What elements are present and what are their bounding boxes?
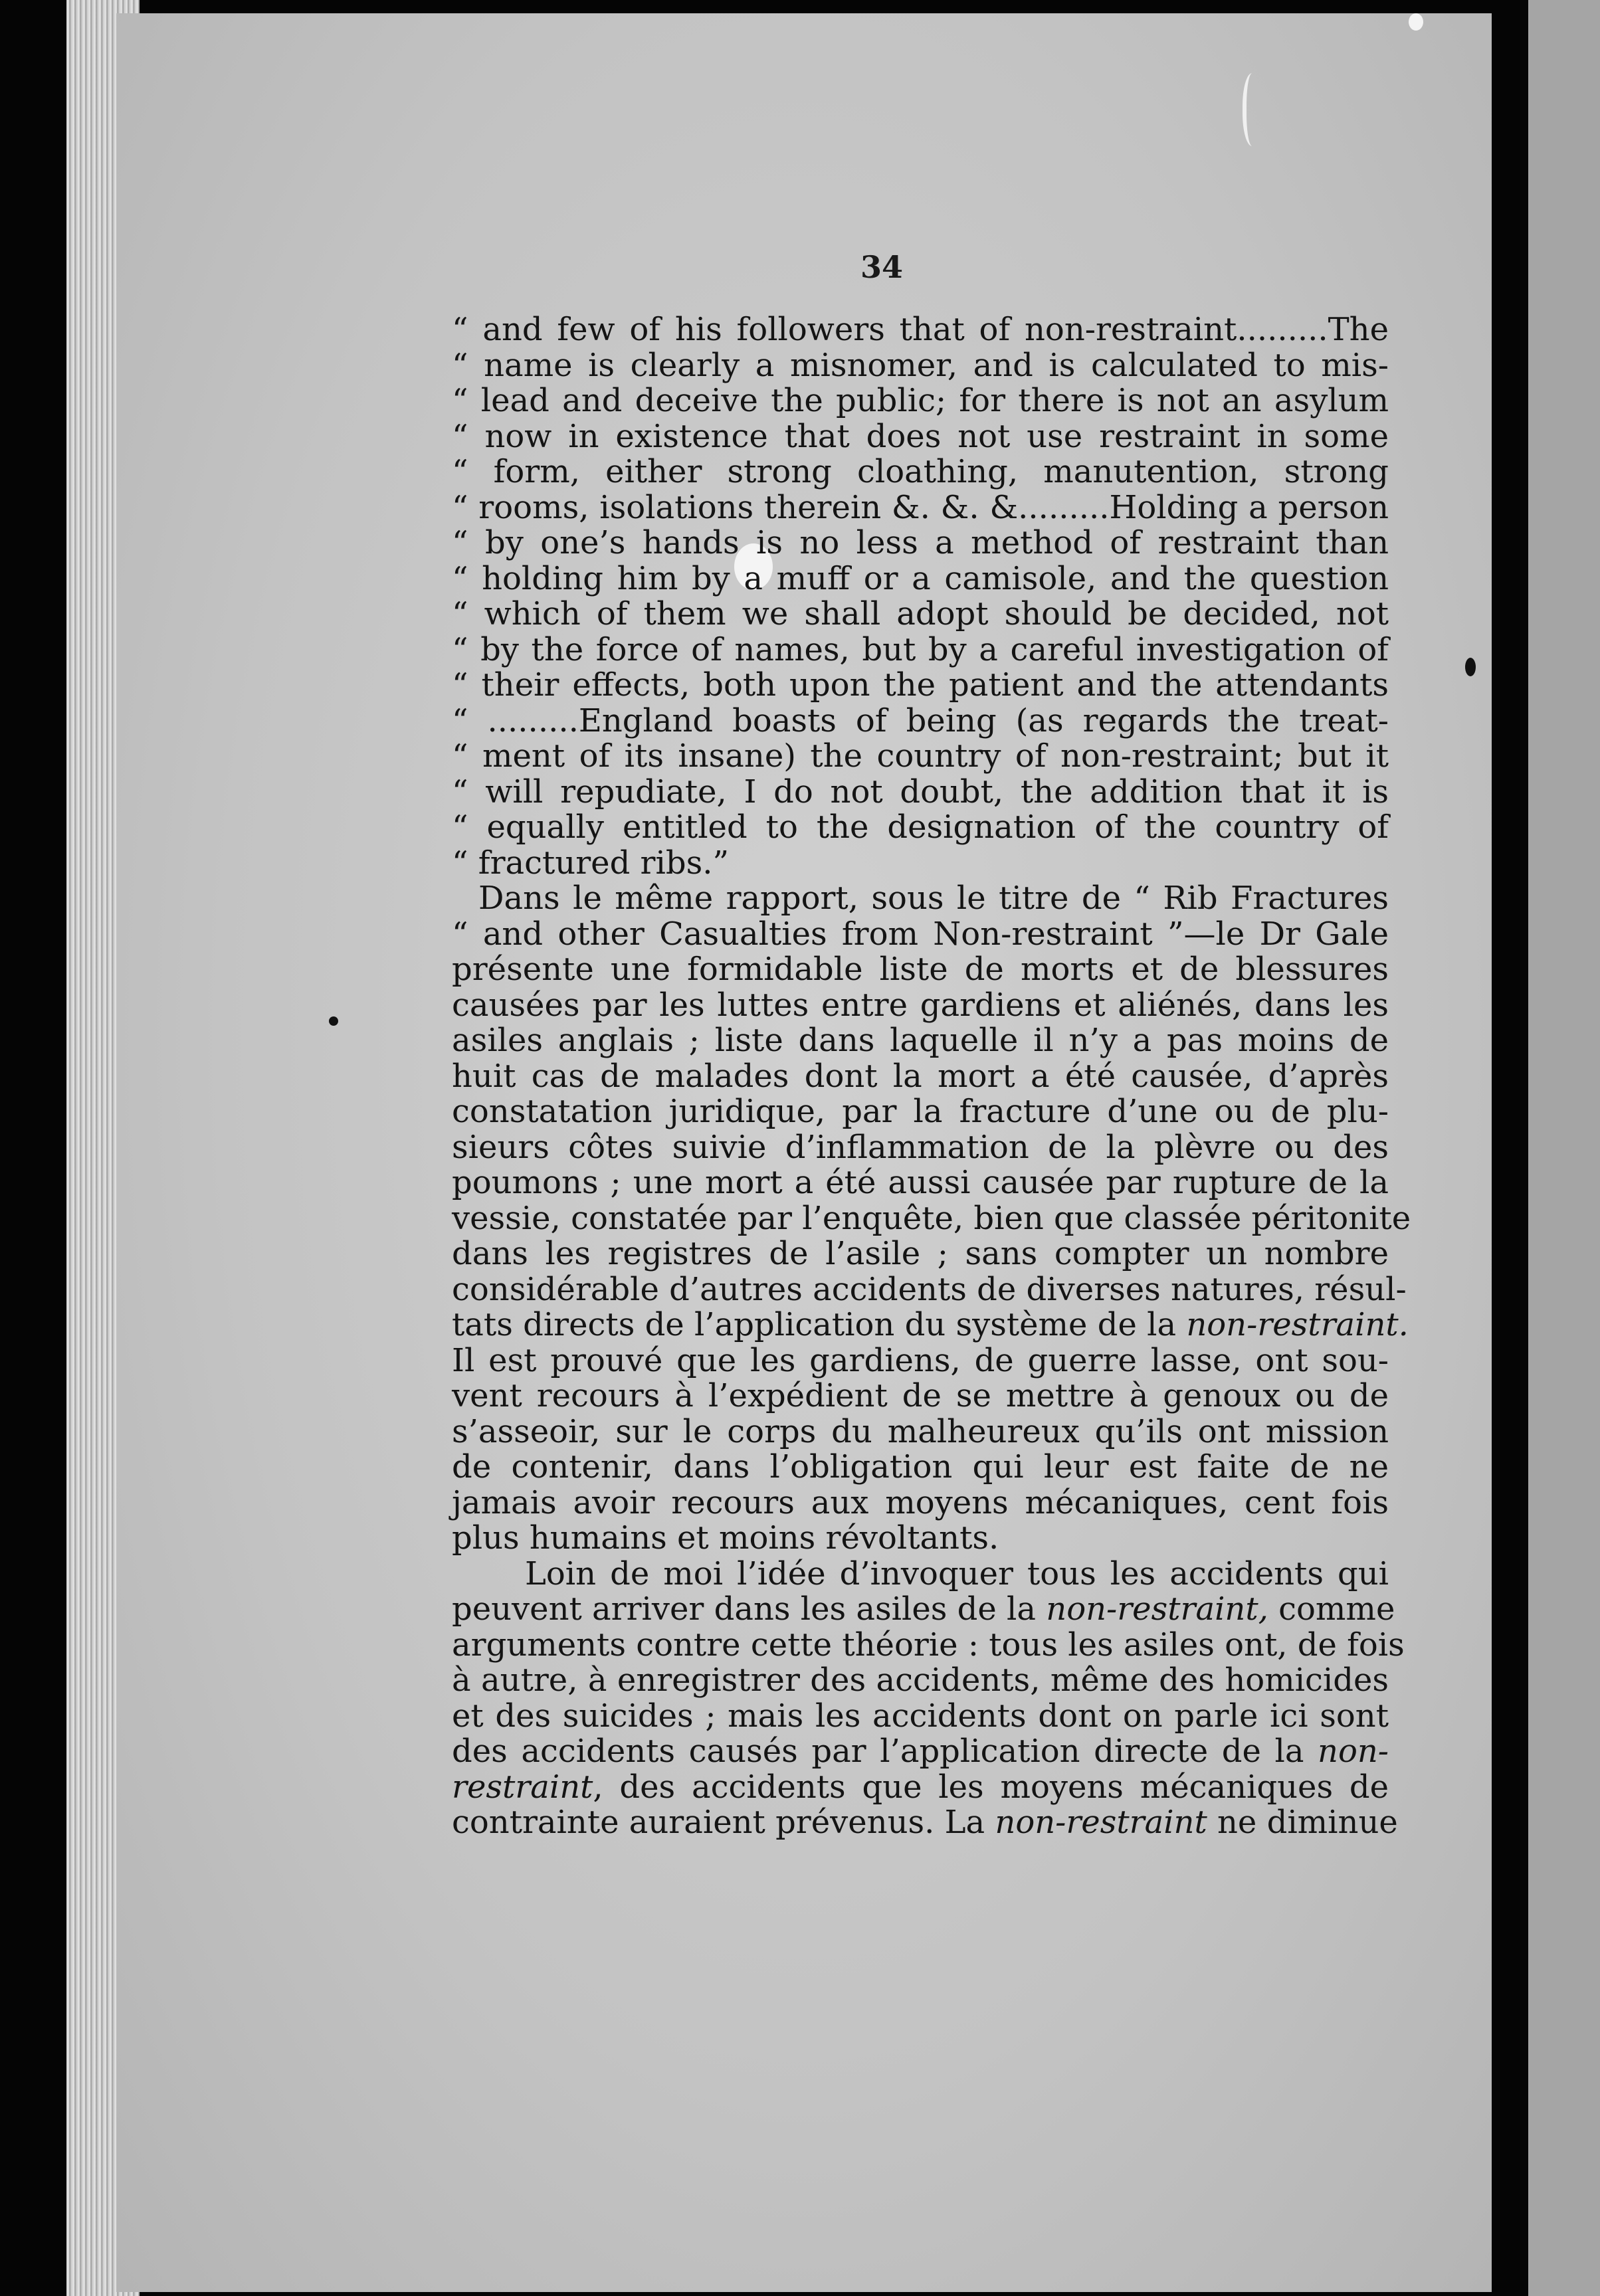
text-line: considérable d’autres accidents de diverses natures, résul- (452, 1270, 1407, 1308)
text-line: “ form, either strong cloathing, manutention, strong (452, 453, 1389, 490)
italic-term: non- (1318, 1733, 1389, 1770)
text-line: “ ment of its insane) the country of non-restraint; but it (452, 737, 1389, 775)
scan-speck (1243, 73, 1264, 146)
text-line (452, 1306, 1409, 1343)
text-line: “ name is clearly a misnomer, and is calculated to mis- (452, 346, 1389, 384)
text-line: “ rooms, isolations therein &. &. &.........Holding a person (452, 488, 1389, 526)
text-line: “ by one’s hands is no less a method of restraint than (452, 524, 1389, 561)
text-line: poumons ; une mort a été aussi causée par rupture de la (452, 1164, 1389, 1201)
text-line: “ holding him by a muff or a camisole, and the question (452, 559, 1389, 597)
text-line: “ fractured ribs.” (452, 844, 729, 882)
text-segment: peuvent arriver dans les asiles de la (452, 1590, 1047, 1628)
text-line: “ and other Casualties from Non-restraint ”—le Dr Gale (452, 915, 1389, 953)
text-line: “ which of them we shall adopt should be decided, not (452, 595, 1389, 632)
text-segment: tats directs de l’application du système de la (452, 1306, 1187, 1343)
text-line (452, 1804, 1398, 1841)
text-segment: comme (1268, 1590, 1395, 1628)
text-line: vessie, constatée par l’enquête, bien que classée péritonite (452, 1199, 1411, 1237)
text-line: présente une formidable liste de morts et de blessures (452, 951, 1389, 988)
page-number: 34 (860, 249, 904, 285)
text-line: “ will repudiate, I do not doubt, the addition that it is (452, 773, 1389, 811)
text-line (452, 1770, 1389, 1806)
paragraph-start: Loin de moi l’idée d’invoquer tous les accidents qui (525, 1555, 1389, 1592)
text-line: s’asseoir, sur le corps du malheureux qu’ils ont mission (452, 1412, 1389, 1450)
text-line: “ now in existence that does not use restraint in some (452, 417, 1389, 455)
text-line: “ .........England boasts of being (as regards the treat- (452, 702, 1389, 739)
text-line: “ by the force of names, but by a careful investigation of (452, 630, 1389, 668)
text-line: huit cas de malades dont la mort a été causée, d’après (452, 1057, 1389, 1095)
dark-speck (1465, 658, 1476, 676)
italic-term: restraint (452, 1768, 593, 1806)
text-line: plus humains et moins révoltants. (452, 1519, 999, 1557)
scan-speck (1409, 13, 1423, 31)
text-line: Il est prouvé que les gardiens, de guerre lasse, ont sou- (452, 1341, 1389, 1379)
text-line: vent recours à l’expédient de se mettre à genoux ou de (452, 1377, 1389, 1414)
facing-page-edge (1528, 0, 1600, 2296)
italic-term: non-restraint (995, 1804, 1207, 1841)
italic-term: non-restraint, (1046, 1590, 1268, 1628)
text-line: de contenir, dans l’obligation qui leur est faite de ne (452, 1448, 1389, 1485)
text-line: et des suicides ; mais les accidents dont on parle ici sont (452, 1697, 1389, 1735)
text-line: jamais avoir recours aux moyens mécaniques, cent fois (452, 1483, 1389, 1521)
text-line: causées par les luttes entre gardiens et aliénés, dans les (452, 986, 1389, 1024)
text-segment: ne diminue (1207, 1804, 1398, 1841)
text-line: “ their effects, both upon the patient and the attendants (452, 666, 1389, 704)
text-segment: , des accidents que les moyens mécaniques de (593, 1768, 1389, 1806)
text-line: “ and few of his followers that of non-restraint.........The (452, 311, 1389, 348)
text-line (452, 1734, 1389, 1770)
dark-speck (329, 1016, 338, 1026)
text-line: “ equally entitled to the designation of the country of (452, 809, 1389, 846)
page-text (452, 311, 1411, 1841)
text-line: à autre, à enregistrer des accidents, même des homicides (452, 1662, 1389, 1699)
italic-term: non-restraint. (1186, 1306, 1409, 1343)
text-line: “ lead and deceive the public; for there is not an asylum (452, 382, 1389, 419)
text-line: asiles anglais ; liste dans laquelle il n’y a pas moins de (452, 1022, 1389, 1059)
text-line: constatation juridique, par la fracture d’une ou de plu- (452, 1093, 1389, 1130)
text-line: arguments contre cette théorie : tous les asiles ont, de fois (452, 1626, 1405, 1664)
text-segment: contrainte auraient prévenus. La (452, 1804, 995, 1841)
paragraph-start: Dans le même rapport, sous le titre de “ Rib Fractures (478, 880, 1389, 917)
text-line (452, 1590, 1395, 1628)
text-segment: des accidents causés par l’application directe de la (452, 1733, 1318, 1770)
text-line: dans les registres de l’asile ; sans compter un nombre (452, 1235, 1389, 1272)
text-line: sieurs côtes suivie d’inflammation de la plèvre ou des (452, 1128, 1389, 1166)
